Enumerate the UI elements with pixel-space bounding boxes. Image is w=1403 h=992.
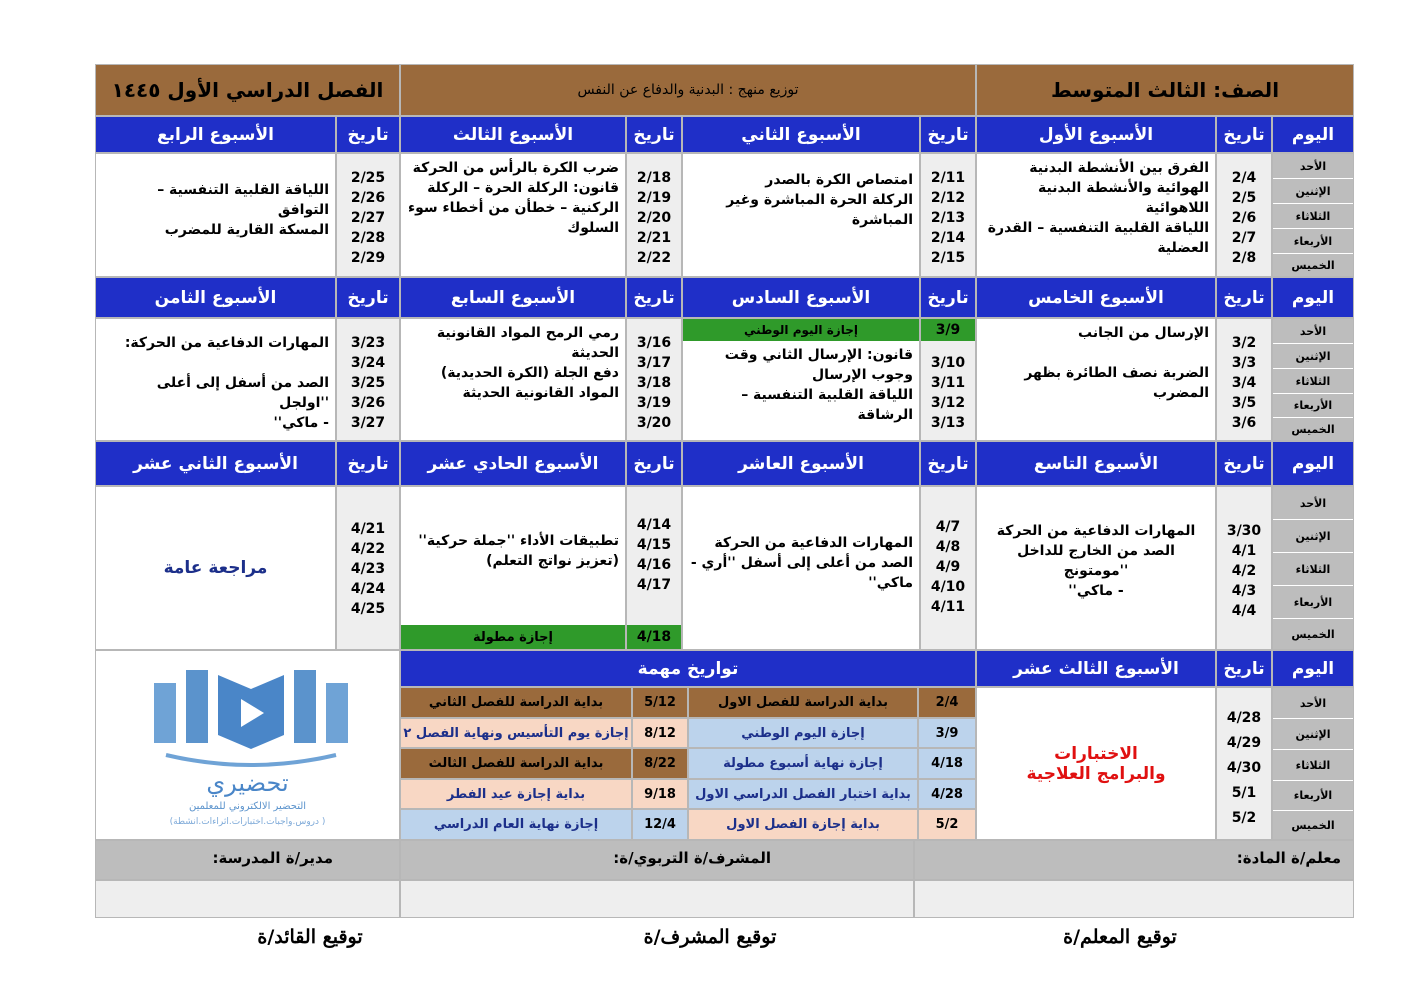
plan-table [95, 64, 1354, 919]
principal-label: مدير/ة المدرسة: [95, 840, 400, 880]
date-header: تاريخ [626, 116, 682, 153]
date-header: تاريخ [920, 441, 976, 486]
important-date: 4/18 [918, 748, 976, 779]
day-header: اليوم [1272, 277, 1354, 318]
important-dates-table [400, 687, 976, 840]
date-header: تاريخ [336, 116, 400, 153]
week-title: الأسبوع الثالث عشر [976, 650, 1216, 687]
important-date: 3/9 [918, 718, 976, 748]
week-dates: 4/28 4/29 4/30 5/1 5/2 [1216, 687, 1272, 840]
important-event: إجازة نهاية أسبوع مطولة [688, 748, 918, 779]
date-header: تاريخ [336, 277, 400, 318]
date-header: تاريخ [626, 441, 682, 486]
important-event: بداية الدراسة للفصل الاول [688, 687, 918, 718]
holiday-date: 3/9 [921, 319, 975, 341]
week-dates: 2/25 2/26 2/27 2/28 2/29 [336, 153, 400, 277]
holiday-date: 4/18 [627, 625, 681, 649]
teacher-label: معلم/ة المادة: [914, 840, 1354, 880]
day-label: الأحد [1273, 154, 1353, 179]
important-event: إجازة اليوم الوطني [688, 718, 918, 748]
sign-teacher: توقيع المعلم/ة [1063, 926, 1177, 948]
date-header: تاريخ [1216, 116, 1272, 153]
day-header: اليوم [1272, 116, 1354, 153]
holiday-label: إجازة مطولة [401, 625, 625, 649]
important-date: 9/18 [632, 779, 688, 809]
logo-subtitle: ( دروس.واجبات.اختبارات.اثراءات.انشطة) [169, 817, 326, 827]
week-dates: 4/14 4/15 4/16 4/17 4/18 [626, 486, 682, 650]
week-content: اللياقة القلبية التنفسية – التوافق المسكة القارية للمضرب [95, 153, 336, 277]
logo-name: تحضيري [206, 769, 289, 797]
holiday-label: إجازة اليوم الوطني [683, 319, 919, 341]
date-header: تاريخ [1216, 441, 1272, 486]
date-header: تاريخ [920, 277, 976, 318]
date-header: تاريخ [1216, 277, 1272, 318]
week-title: الأسبوع الرابع [95, 116, 336, 153]
week-dates: 3/23 3/24 3/25 3/26 3/27 [336, 318, 400, 441]
book-logo-icon [146, 665, 356, 775]
week-title: الأسبوع الحادي عشر [400, 441, 626, 486]
week-dates: 3/16 3/17 3/18 3/19 3/20 [626, 318, 682, 441]
logo-area [95, 650, 400, 840]
week-content: الإرسال من الجانب الضربة نصف الطائرة بظهر المضرب [976, 318, 1216, 441]
day-label: الأربعاء [1273, 229, 1353, 254]
day-header: اليوم [1272, 441, 1354, 486]
week-title: الأسبوع الثالث [400, 116, 626, 153]
important-event: بداية الدراسة للفصل الثاني [400, 687, 632, 718]
week-content: امتصاص الكرة بالصدر الركلة الحرة المباشرة وغير المباشرة [682, 153, 920, 277]
week-dates: 2/4 2/5 2/6 2/7 2/8 [1216, 153, 1272, 277]
date-header: تاريخ [336, 441, 400, 486]
week-dates: 4/21 4/22 4/23 4/24 4/25 [336, 486, 400, 650]
day-header: اليوم [1272, 650, 1354, 687]
supervisor-label: المشرف/ة التربوي/ة: [400, 840, 914, 880]
week-content: إجازة اليوم الوطني قانون: الإرسال الثاني وقت وجوب الإرسال اللياقة القلبية التنفسية – الرشاقة [682, 318, 920, 441]
week-dates: 2/11 2/12 2/13 2/14 2/15 [920, 153, 976, 277]
date-header: تاريخ [920, 116, 976, 153]
important-date: 8/22 [632, 748, 688, 779]
important-date: 5/12 [632, 687, 688, 718]
week-content: تطبيقات الأداء ''جملة حركية'' (تعزيز نواتج التعلم) إجازة مطولة [400, 486, 626, 650]
week-content: المهارات الدفاعية من الحركة الصد من الخارج للداخل ''مومتونج - ماكي'' [976, 486, 1216, 650]
day-label: الخميس [1273, 254, 1353, 277]
week-content: المهارات الدفاعية من الحركة الصد من أعلى إلى أسفل ''أري - ماكي'' [682, 486, 920, 650]
week-title: الأسبوع السادس [682, 277, 920, 318]
week-title: الأسبوع السابع [400, 277, 626, 318]
supervisor-sign-box[interactable] [400, 880, 914, 918]
important-date: 12/4 [632, 809, 688, 840]
week-dates: 3/2 3/3 3/4 3/5 3/6 [1216, 318, 1272, 441]
week-title: الأسبوع الثاني [682, 116, 920, 153]
exams-note: الاختبارات والبرامج العلاجية [976, 687, 1216, 840]
days-column [1272, 153, 1354, 277]
logo-tagline: التحضير الالكتروني للمعلمين [188, 801, 307, 812]
week-title: الأسبوع التاسع [976, 441, 1216, 486]
week-title: الأسبوع الثامن [95, 277, 336, 318]
week-dates: 2/18 2/19 2/20 2/21 2/22 [626, 153, 682, 277]
week-title: الأسبوع الثاني عشر [95, 441, 336, 486]
week-dates: 3/9 3/10 3/11 3/12 3/13 [920, 318, 976, 441]
sign-supervisor: توقيع المشرف/ة [643, 926, 777, 948]
week-dates: 4/7 4/8 4/9 4/10 4/11 [920, 486, 976, 650]
date-header: تاريخ [626, 277, 682, 318]
week-dates: 3/30 4/1 4/2 4/3 4/4 [1216, 486, 1272, 650]
important-dates-title: تواريخ مهمة [400, 650, 976, 687]
week-title: الأسبوع الخامس [976, 277, 1216, 318]
important-date: 2/4 [918, 687, 976, 718]
date-header: تاريخ [1216, 650, 1272, 687]
important-event: بداية الدراسة للفصل الثالث [400, 748, 632, 779]
subject-title: توزيع منهج : البدنية والدفاع عن النفس [400, 64, 976, 116]
days-column: الأحد الإثنين الثلاثاء الأربعاء الخميس [1272, 486, 1354, 650]
review-label: مراجعة عامة [95, 486, 336, 650]
day-label: الثلاثاء [1273, 204, 1353, 229]
important-event: بداية إجازة عيد الفطر [400, 779, 632, 809]
important-event: إجازة يوم التأسيس ونهاية الفصل ٢ [400, 718, 632, 748]
week-content: رمي الرمح المواد القانونية الحديثة دفع الجلة (الكرة الحديدية) المواد القانونية الحديثة [400, 318, 626, 441]
day-label: الإثنين [1273, 179, 1353, 204]
week-title: الأسبوع العاشر [682, 441, 920, 486]
week-content: المهارات الدفاعية من الحركة: الصد من أسفل إلى أعلى ''اولجل - ماكي'' [95, 318, 336, 441]
semester-title: الفصل الدراسي الأول ١٤٤٥ [95, 64, 400, 116]
teacher-sign-box[interactable] [914, 880, 1354, 918]
week-content: الفرق بين الأنشطة البدنية الهوائية والأنشطة البدنية اللاهوائية اللياقة القلبية التنفسية – القدرة العضلية [976, 153, 1216, 277]
important-event: إجازة نهاية العام الدراسي [400, 809, 632, 840]
week-title: الأسبوع الأول [976, 116, 1216, 153]
days-column: الأحد الإثنين الثلاثاء الأربعاء الخميس [1272, 318, 1354, 441]
important-date: 8/12 [632, 718, 688, 748]
important-event: بداية إجازة الفصل الاول [688, 809, 918, 840]
sign-leader: توقيع القائد/ة [257, 926, 363, 948]
grade-title: الصف: الثالث المتوسط [976, 64, 1354, 116]
days-column: الأحد الإثنين الثلاثاء الأربعاء الخميس [1272, 687, 1354, 840]
principal-sign-box[interactable] [95, 880, 400, 918]
important-event: بداية اختبار الفصل الدراسي الاول [688, 779, 918, 809]
week-content: ضرب الكرة بالرأس من الحركة قانون: الركلة الحرة – الركلة الركنية – خطأن من أخطاء سوء السلوك [400, 153, 626, 277]
important-date: 4/28 [918, 779, 976, 809]
important-date: 5/2 [918, 809, 976, 840]
